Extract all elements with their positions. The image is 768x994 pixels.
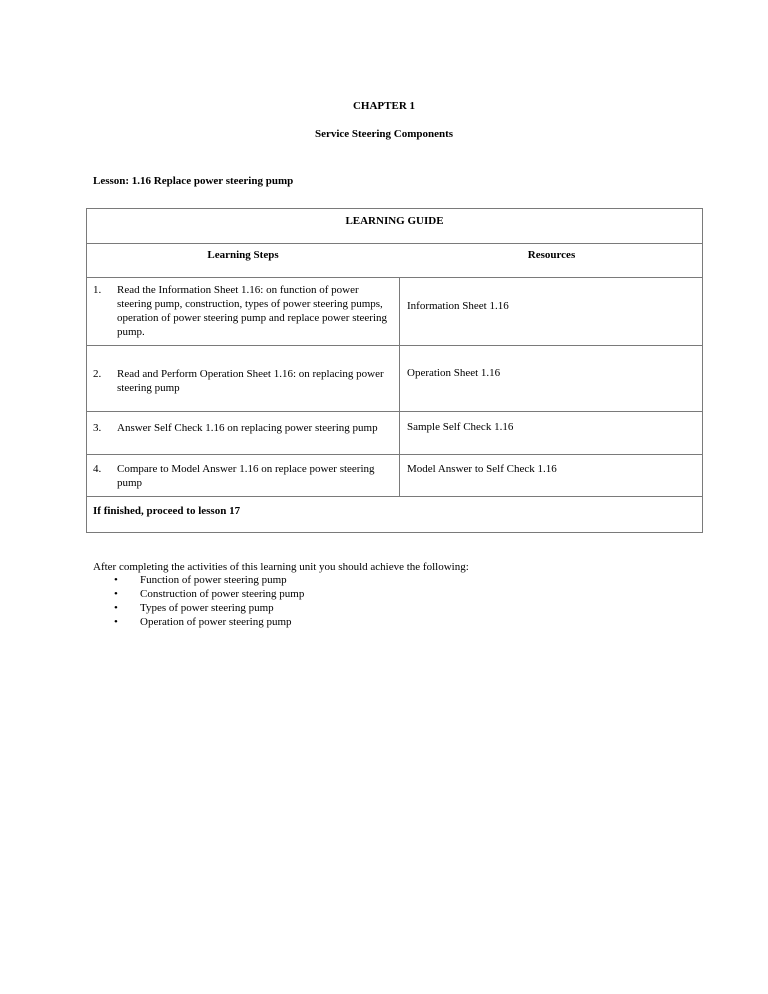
step-number: 2. <box>93 368 102 380</box>
learning-guide-table <box>86 208 703 533</box>
column-divider <box>399 278 400 497</box>
bullet-icon: • <box>114 588 118 600</box>
chapter-heading: CHAPTER 1 <box>352 100 416 112</box>
step-number: 4. <box>93 463 102 475</box>
table-divider <box>87 411 702 412</box>
resource-cell: Sample Self Check 1.16 <box>407 421 514 433</box>
list-item <box>114 601 304 615</box>
table-divider <box>87 496 702 497</box>
outcome-text: Operation of power steering pump <box>140 616 292 628</box>
learning-guide-title: LEARNING GUIDE <box>345 215 444 227</box>
list-item <box>114 615 304 629</box>
outcomes-list <box>114 573 304 629</box>
resource-cell: Information Sheet 1.16 <box>407 300 509 312</box>
list-item <box>114 587 304 601</box>
step-number: 1. <box>93 284 102 296</box>
list-item <box>114 573 304 587</box>
step-text: Read the Information Sheet 1.16: on function of power steering pump, construction, types of power steering pumps, operation of power steering pump and replace power steering pump. <box>117 284 388 338</box>
table-divider <box>87 454 702 455</box>
table-divider <box>87 277 702 278</box>
lesson-title: Lesson: 1.16 Replace power steering pump <box>93 175 294 187</box>
step-text: Compare to Model Answer 1.16 on replace power steering pump <box>117 463 375 489</box>
outcome-text: Function of power steering pump <box>140 574 287 586</box>
chapter-subtitle: Service Steering Components <box>314 128 454 140</box>
column-header-resources: Resources <box>527 249 576 261</box>
resource-cell: Model Answer to Self Check 1.16 <box>407 463 557 475</box>
proceed-note: If finished, proceed to lesson 17 <box>93 505 241 517</box>
outcome-text: Types of power steering pump <box>140 602 274 614</box>
step-text: Answer Self Check 1.16 on replacing power steering pump <box>117 422 378 434</box>
step-text: Read and Perform Operation Sheet 1.16: on replacing power steering pump <box>117 368 384 394</box>
bullet-icon: • <box>114 574 118 586</box>
bullet-icon: • <box>114 616 118 628</box>
table-divider <box>87 243 702 244</box>
bullet-icon: • <box>114 602 118 614</box>
outcome-text: Construction of power steering pump <box>140 588 305 600</box>
column-header-learning-steps: Learning Steps <box>207 249 279 261</box>
table-divider <box>87 345 702 346</box>
step-number: 3. <box>93 422 102 434</box>
resource-cell: Operation Sheet 1.16 <box>407 367 501 379</box>
outcomes-intro: After completing the activities of this learning unit you should achieve the following: <box>93 561 469 573</box>
